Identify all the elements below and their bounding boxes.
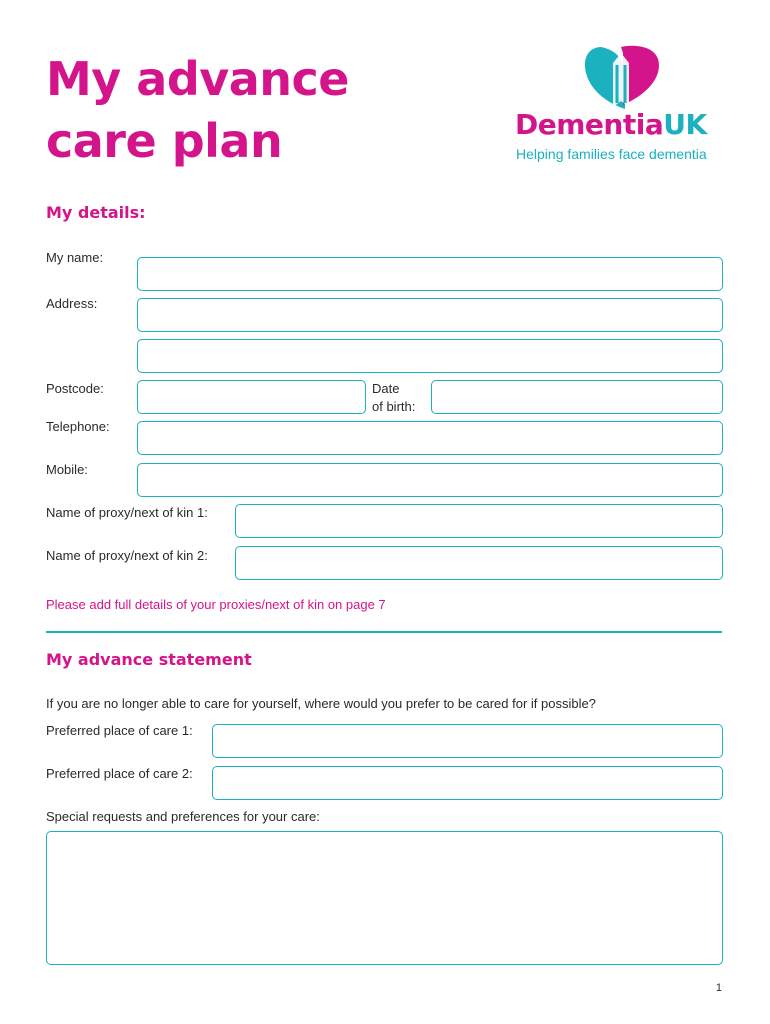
proxy-note: Please add full details of your proxies/next of kin on page 7 bbox=[46, 597, 386, 612]
statement-heading: My advance statement bbox=[46, 650, 252, 669]
proxy-2-label: Name of proxy/next of kin 2: bbox=[46, 548, 208, 563]
mobile-field[interactable] bbox=[137, 463, 723, 497]
special-requests-field[interactable] bbox=[46, 831, 723, 965]
address-field-line-1[interactable] bbox=[137, 298, 723, 332]
logo-wordmark bbox=[515, 108, 707, 141]
proxy-1-field[interactable] bbox=[235, 504, 723, 538]
place-of-care-2-label: Preferred place of care 2: bbox=[46, 766, 193, 781]
proxy-2-field[interactable] bbox=[235, 546, 723, 580]
date-of-birth-label-line-1: Date bbox=[372, 381, 400, 396]
page-title-line-2: care plan bbox=[46, 114, 283, 168]
address-field-line-2[interactable] bbox=[137, 339, 723, 373]
address-label: Address: bbox=[46, 296, 98, 311]
name-field[interactable] bbox=[137, 257, 723, 291]
name-label: My name: bbox=[46, 250, 104, 265]
telephone-label: Telephone: bbox=[46, 419, 110, 434]
postcode-field[interactable] bbox=[137, 380, 366, 414]
logo-wordmark-uk: UK bbox=[663, 108, 707, 141]
date-of-birth-label-line-2: of birth: bbox=[372, 399, 416, 414]
page-title-line-1: My advance bbox=[46, 52, 349, 106]
care-question: If you are no longer able to care for yourself, where would you prefer to be cared for if possible? bbox=[46, 696, 596, 711]
proxy-1-label: Name of proxy/next of kin 1: bbox=[46, 505, 208, 520]
page-number: 1 bbox=[715, 982, 722, 994]
place-of-care-1-field[interactable] bbox=[212, 724, 723, 758]
postcode-label: Postcode: bbox=[46, 381, 104, 396]
special-requests-label: Special requests and preferences for your care: bbox=[46, 809, 320, 824]
date-of-birth-label bbox=[372, 380, 415, 416]
mobile-label: Mobile: bbox=[46, 462, 88, 477]
page-title bbox=[46, 48, 349, 172]
logo-tagline: Helping families face dementia bbox=[516, 146, 707, 162]
telephone-field[interactable] bbox=[137, 421, 723, 455]
logo-wordmark-dementia: Dementia bbox=[515, 108, 664, 141]
date-of-birth-field[interactable] bbox=[431, 380, 723, 414]
section-divider bbox=[46, 631, 722, 633]
place-of-care-2-field[interactable] bbox=[212, 766, 723, 800]
details-heading: My details: bbox=[46, 203, 146, 222]
place-of-care-1-label: Preferred place of care 1: bbox=[46, 723, 193, 738]
dementia-uk-logo-icon bbox=[581, 43, 661, 111]
